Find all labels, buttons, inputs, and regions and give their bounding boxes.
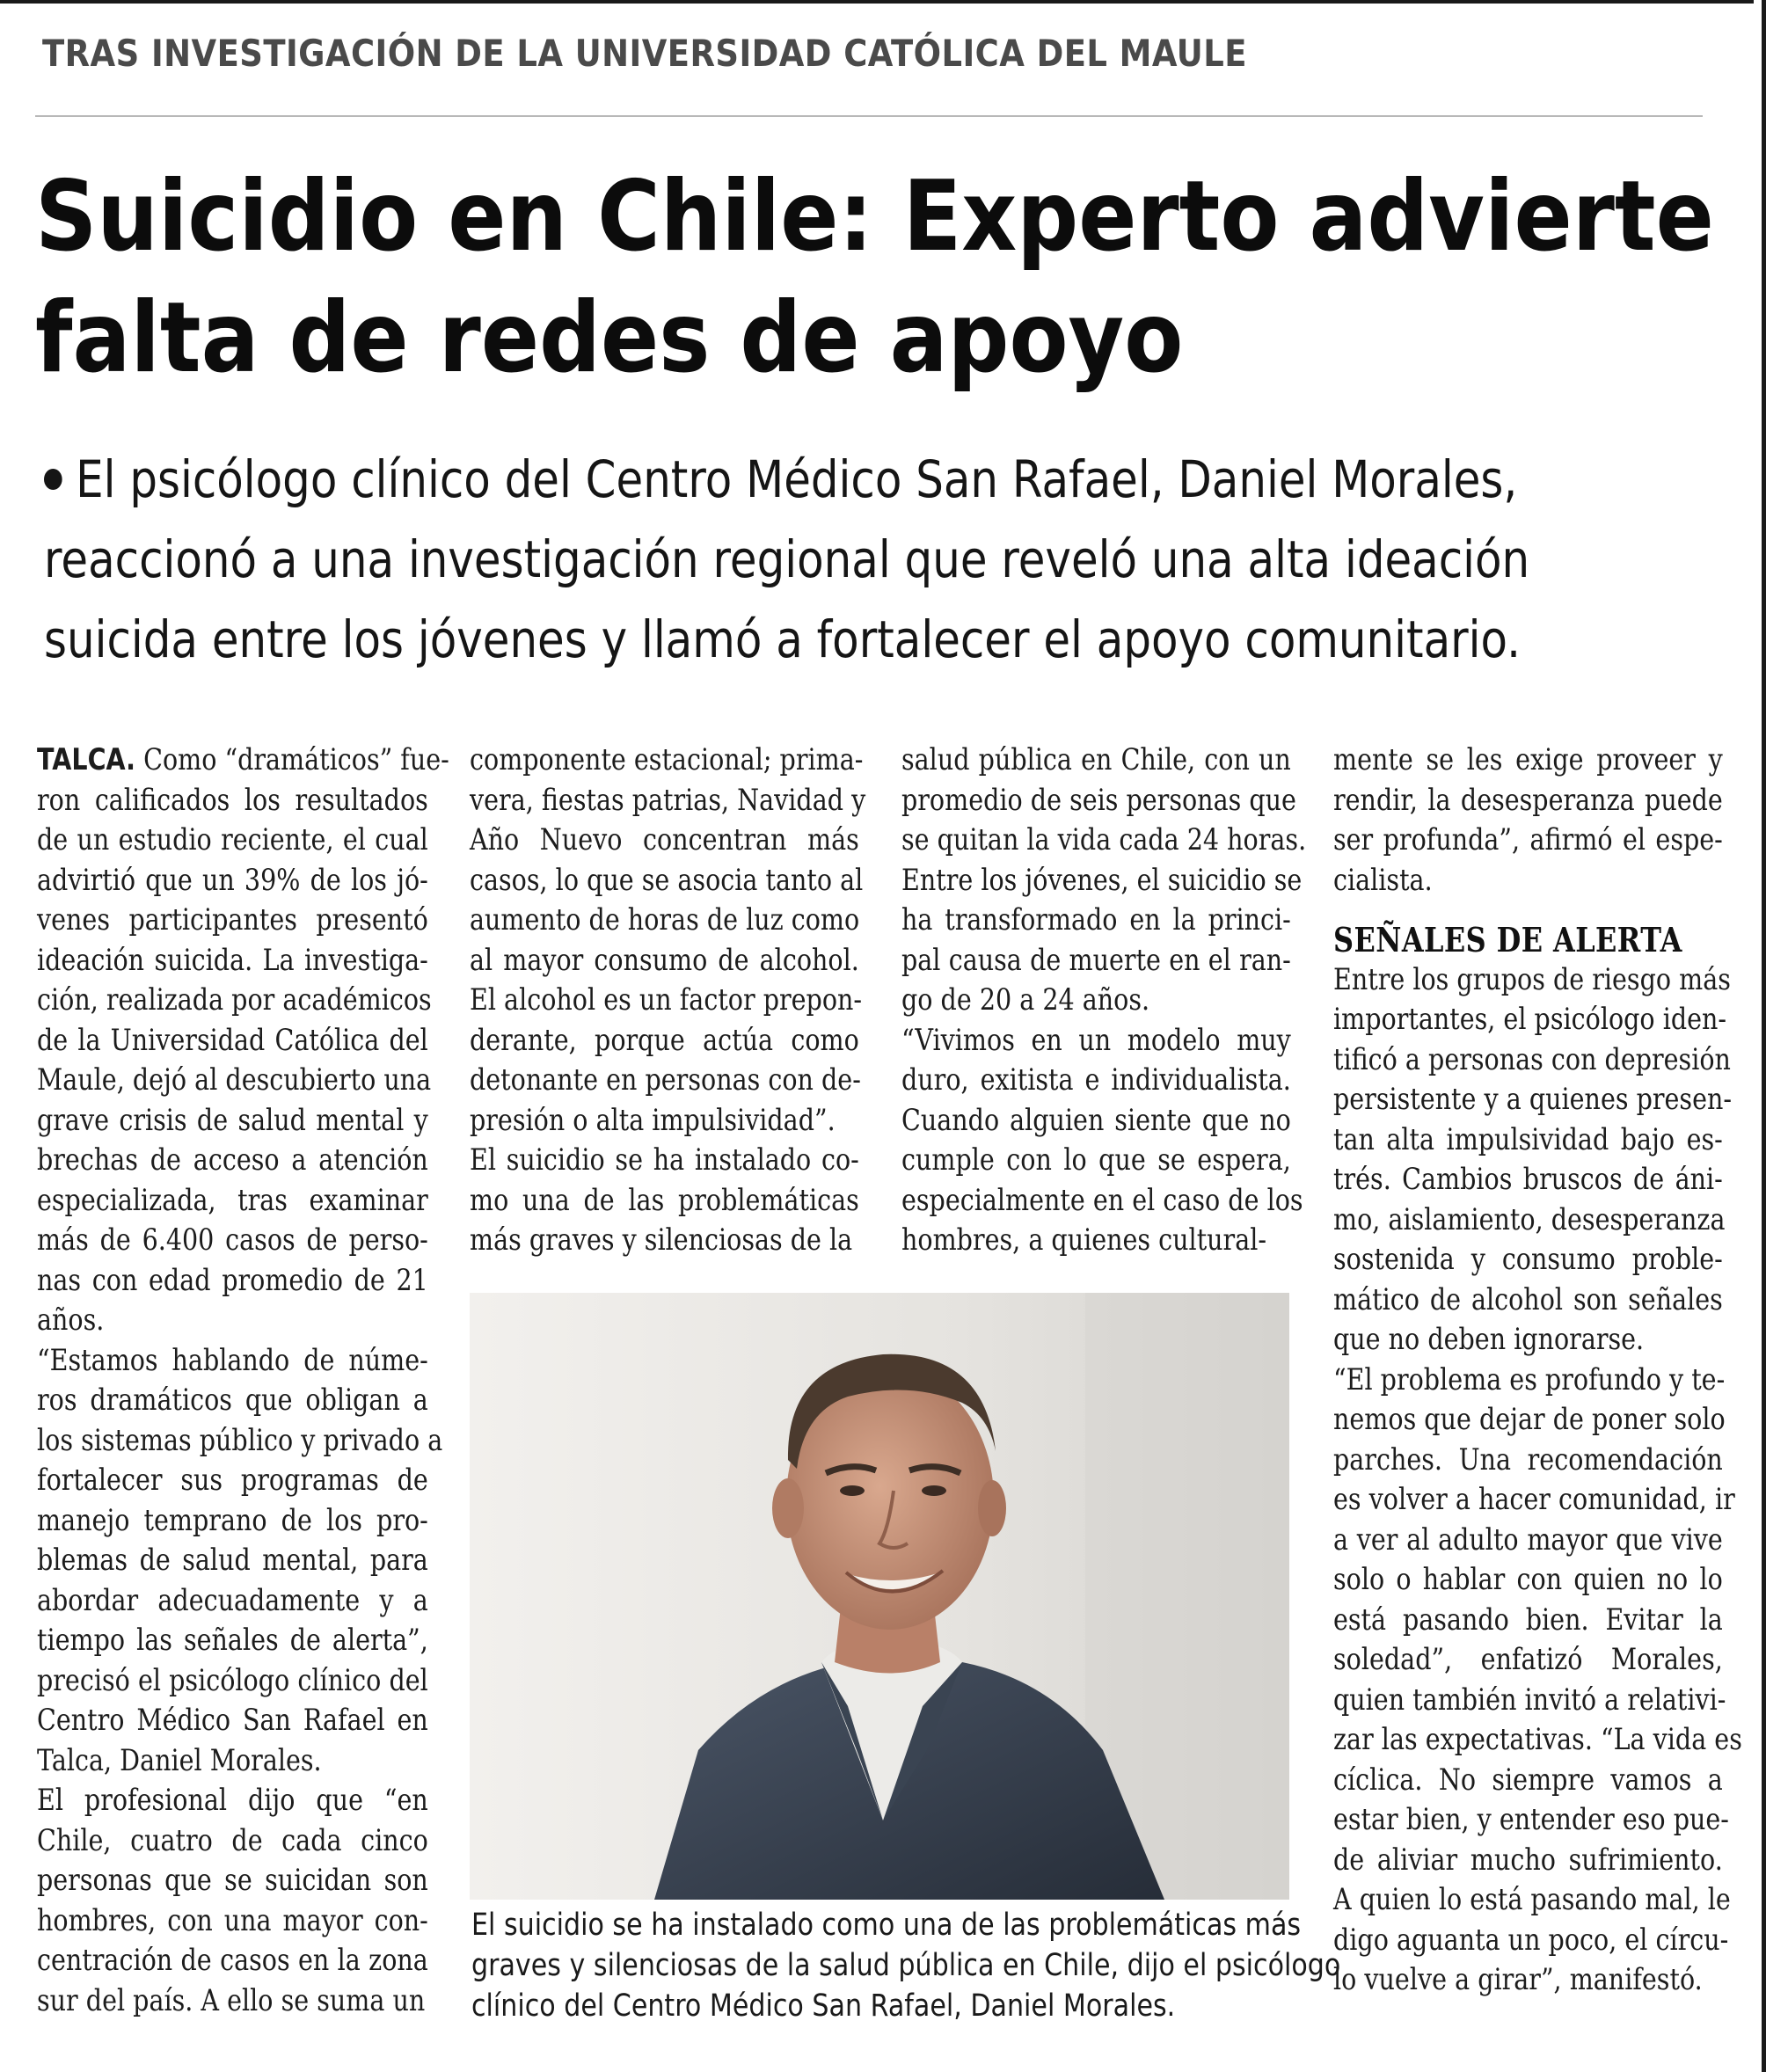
column-line: se quitan la vida cada 24 horas.	[901, 822, 1307, 857]
column-line: solo o hablar con quien no lo	[1333, 1562, 1723, 1597]
column-line: vera, fiestas patrias, Navidad y	[470, 782, 866, 818]
column-line: El alcohol es un factor prepon-	[470, 982, 863, 1018]
column-line: al mayor consumo de alcohol.	[470, 942, 859, 978]
dateline: TALCA.	[37, 742, 136, 777]
column-line: soledad”, enfatizó Morales,	[1333, 1642, 1723, 1677]
column-line: presión o alta impulsividad”.	[470, 1102, 836, 1138]
column-line: trés. Cambios bruscos de áni-	[1333, 1162, 1723, 1197]
column-line: promedio de seis personas que	[901, 782, 1296, 818]
column-line: Entre los jóvenes, el suicidio se	[901, 862, 1303, 898]
column-line: TALCA. Como “dramáticos” fue-	[37, 742, 449, 777]
column-line: Talca, Daniel Morales.	[37, 1742, 322, 1778]
lead-line: El psicólogo clínico del Centro Médico San Rafael, Daniel Morales,	[44, 440, 1466, 520]
article-column-3	[901, 741, 1307, 1261]
column-line: ron calificados los resultados	[37, 782, 428, 818]
column-line: zar las expectativas. “La vida es	[1333, 1722, 1742, 1757]
column-line: tan alta impulsividad bajo es-	[1333, 1121, 1723, 1157]
column-line: sur del país. A ello se suma un	[37, 1982, 426, 2018]
column-line: mente se les exige proveer y	[1333, 742, 1723, 777]
column-line: está pasando bien. Evitar la	[1333, 1601, 1723, 1638]
column-line: de un estudio reciente, el cual	[37, 822, 428, 857]
column-line: personas que se suicidan son	[37, 1863, 428, 1898]
column-line: mático de alcohol son señales	[1333, 1281, 1723, 1317]
column-line: venes participantes presentó	[37, 902, 428, 938]
column-line: grave crisis de salud mental y	[37, 1102, 428, 1138]
column-line: A quien lo está pasando mal, le	[1333, 1882, 1731, 1917]
article-headline	[35, 157, 1714, 399]
column-line: componente estacional; prima-	[470, 742, 864, 777]
column-line: Entre los grupos de riesgo más	[1333, 961, 1731, 997]
column-line: salud pública en Chile, con un	[901, 742, 1291, 777]
article-lead	[44, 440, 1697, 680]
column-line: detonante en personas con de-	[470, 1062, 861, 1098]
column-line: especialmente en el caso de los	[901, 1182, 1303, 1218]
page-right-border	[1762, 0, 1766, 2072]
column-line: más de 6.400 casos de perso-	[37, 1222, 428, 1258]
column-line: Año Nuevo concentran más	[470, 822, 859, 857]
column-line: lo vuelve a girar”, manifestó.	[1333, 1962, 1703, 1997]
column-line: precisó el psicólogo clínico del	[37, 1662, 428, 1698]
column-line: ha transformado en la princi-	[901, 902, 1291, 938]
column-line: rendir, la desesperanza puede	[1333, 782, 1723, 818]
column-line: ción, realizada por académicos	[37, 982, 432, 1018]
column-line: ser profunda”, afirmó el espe-	[1333, 822, 1723, 857]
column-line: mo una de las problemáticas	[470, 1182, 859, 1218]
column-line: go de 20 a 24 años.	[901, 982, 1150, 1018]
column-line: a ver al adulto mayor que vive	[1333, 1521, 1723, 1558]
article-kicker: TRAS INVESTIGACIÓN DE LA UNIVERSIDAD CATÓLICA DEL MAULE	[42, 32, 1247, 75]
column-line: brechas de acceso a atención	[37, 1142, 428, 1178]
article-column-4	[1333, 741, 1742, 2001]
column-line: nas con edad promedio de 21	[37, 1262, 428, 1298]
column-line: quien también invitó a relativi-	[1333, 1682, 1726, 1718]
column-line: fortalecer sus programas de	[37, 1463, 428, 1498]
portrait-illustration	[470, 1293, 1289, 1900]
column-line: especializada, tras examinar	[37, 1182, 428, 1218]
column-line: que no deben ignorarse.	[1333, 1322, 1645, 1357]
article-column-2	[470, 741, 866, 1261]
column-line: cumple con lo que se espera,	[901, 1142, 1291, 1178]
column-line: es volver a hacer comunidad, ir	[1333, 1482, 1735, 1517]
column-line: tificó a personas con depresión	[1333, 1041, 1731, 1077]
column-line: más graves y silenciosas de la	[470, 1222, 853, 1258]
column-line: persistente y a quienes presen-	[1333, 1082, 1733, 1117]
column-line: aumento de horas de luz como	[470, 902, 860, 938]
column-line: derante, porque actúa como	[470, 1022, 859, 1058]
column-line: Chile, cuatro de cada cinco	[37, 1822, 428, 1858]
headline-line: falta de redes de apoyo	[35, 281, 1184, 395]
column-line: sostenida y consumo proble-	[1333, 1242, 1723, 1277]
column-line: “Vivimos en un modelo muy	[901, 1022, 1291, 1058]
column-line: abordar adecuadamente y a	[37, 1582, 428, 1618]
column-line: ideación suicida. La investiga-	[37, 942, 428, 978]
column-line: El suicidio se ha instalado co-	[470, 1142, 859, 1178]
lead-line: reaccionó a una investigación regional que reveló una alta ideación	[44, 529, 1530, 589]
bullet-icon	[44, 469, 62, 490]
column-line: El profesional dijo que “en	[37, 1783, 428, 1818]
column-line: cíclica. No siempre vamos a	[1333, 1762, 1723, 1798]
column-line: “El problema es profundo y te-	[1333, 1361, 1726, 1397]
column-line: manejo temprano de los pro-	[37, 1502, 428, 1538]
column-line: Maule, dejó al descubierto una	[37, 1062, 432, 1098]
column-line: pal causa de muerte en el ran-	[901, 942, 1291, 978]
column-line: nemos que dejar de poner solo	[1333, 1402, 1726, 1437]
column-line: mo, aislamiento, desesperanza	[1333, 1201, 1726, 1237]
lead-line: suicida entre los jóvenes y llamó a fortalecer el apoyo comunitario.	[44, 609, 1522, 669]
photo-caption	[471, 1905, 1341, 2026]
column-line: “Estamos hablando de núme-	[37, 1342, 428, 1378]
column-line: ros dramáticos que obligan a	[37, 1383, 428, 1418]
column-line: años.	[37, 1302, 105, 1338]
kicker-divider	[35, 115, 1703, 117]
column-line: digo aguanta un poco, el círcu-	[1333, 1922, 1729, 1958]
headline-line: Suicidio en Chile: Experto advierte	[35, 160, 1714, 274]
article-column-1	[37, 741, 449, 2021]
column-line: duro, exitista e individualista.	[901, 1062, 1291, 1098]
caption-line: clínico del Centro Médico San Rafael, Daniel Morales.	[471, 1988, 1176, 2024]
column-line: importantes, el psicólogo iden-	[1333, 1002, 1727, 1037]
portrait-photo	[470, 1293, 1289, 1900]
column-line: blemas de salud mental, para	[37, 1543, 428, 1578]
column-line: cialista.	[1333, 862, 1433, 898]
column-line: casos, lo que se asocia tanto al	[470, 862, 864, 898]
column-line: hombres, a quienes cultural-	[901, 1222, 1267, 1258]
column-line: de aliviar mucho sufrimiento.	[1333, 1842, 1723, 1878]
column-line: parches. Una recomendación	[1333, 1441, 1723, 1477]
column-line: los sistemas público y privado a	[37, 1422, 443, 1458]
column-line: advirtió que un 39% de los jó-	[37, 862, 428, 898]
column-line: Cuando alguien siente que no	[901, 1102, 1291, 1138]
caption-line: El suicidio se ha instalado como una de las problemáticas más	[471, 1908, 1302, 1943]
section-subhead: SEÑALES DE ALERTA	[1333, 920, 1682, 959]
column-line: tiempo las señales de alerta”,	[37, 1623, 428, 1658]
column-line: estar bien, y entender eso pue-	[1333, 1802, 1729, 1837]
column-line: hombres, con una mayor con-	[37, 1902, 428, 1938]
column-line: centración de casos en la zona	[37, 1943, 428, 1978]
caption-line: graves y silenciosas de la salud pública en Chile, dijo el psicólogo	[471, 1948, 1341, 1983]
column-line: de la Universidad Católica del	[37, 1022, 428, 1058]
column-line: Centro Médico San Rafael en	[37, 1703, 428, 1738]
page-top-border	[0, 0, 1754, 4]
